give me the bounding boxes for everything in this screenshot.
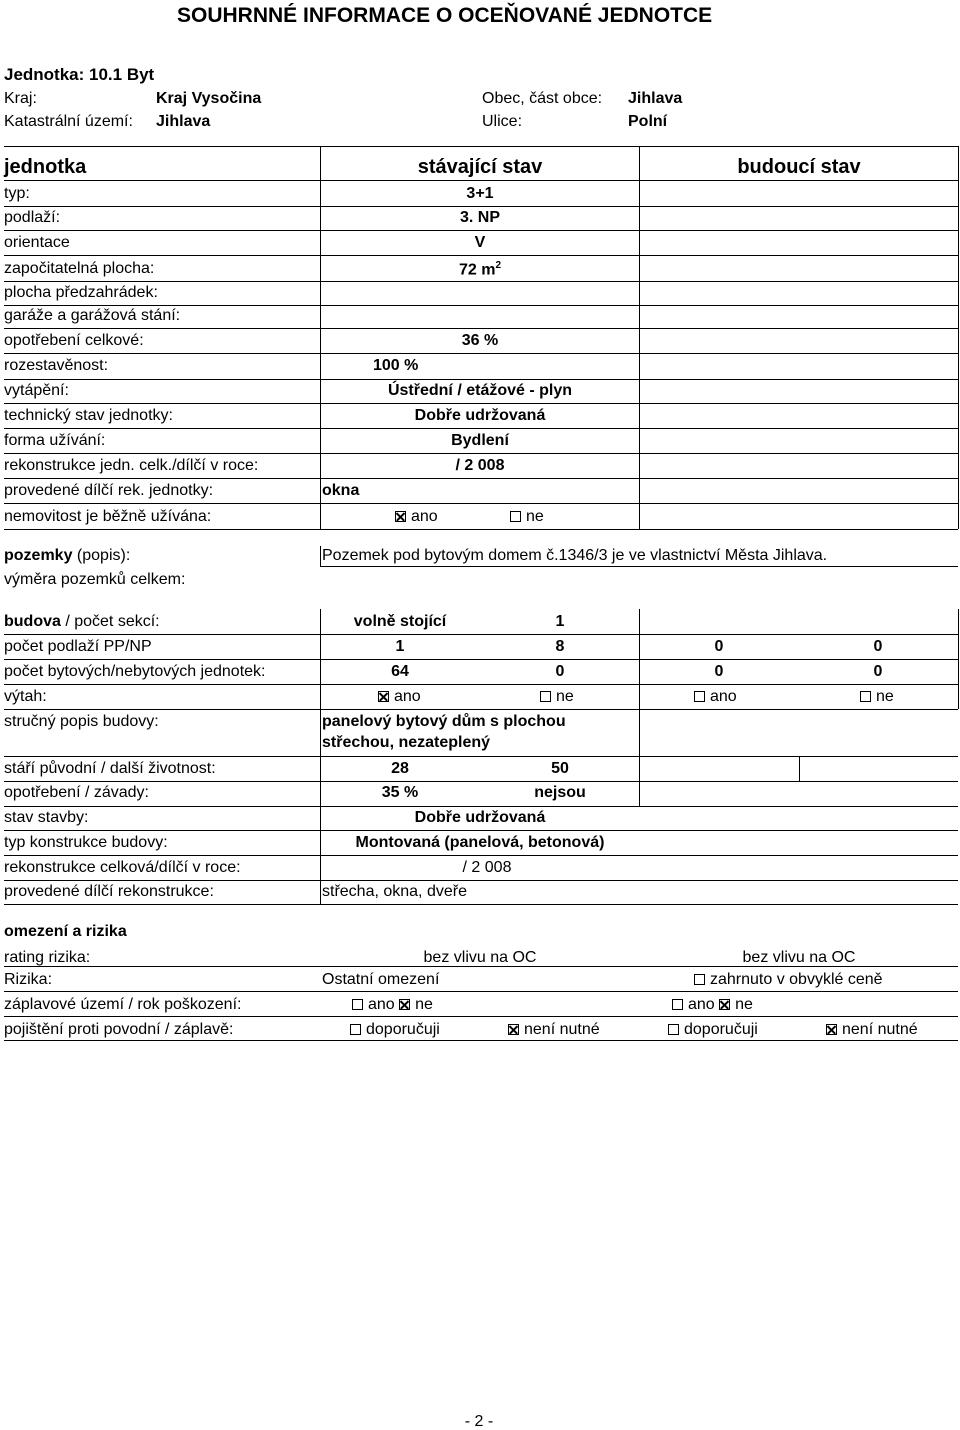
zahrnuto-label: zahrnuto v obvyklé ceně <box>710 971 883 988</box>
vytah-ne-future <box>860 689 894 705</box>
plocha-number: 72 m <box>458 261 496 279</box>
podlazi-pp-future: 0 <box>714 638 724 655</box>
uzivana-ano <box>395 509 438 525</box>
tech-stav-label: technický stav jednotky: <box>4 407 173 424</box>
empty-box-icon[interactable] <box>352 999 363 1010</box>
rule <box>4 806 958 807</box>
rating-future: bez vlivu na OC <box>742 949 856 966</box>
budova-sekce: 1 <box>555 613 565 630</box>
empty-box-icon[interactable] <box>694 691 705 702</box>
rule <box>4 255 958 256</box>
empty-box-icon[interactable] <box>860 691 871 702</box>
vytah-ano-future <box>694 689 737 705</box>
zaplavove-current <box>352 997 433 1013</box>
rule <box>4 684 958 685</box>
podlazi-pp-np-label: počet podlaží PP/NP <box>4 638 152 655</box>
ne-label: ne <box>526 508 544 525</box>
budova-provedene-value: střecha, okna, dveře <box>322 883 467 900</box>
podlazi-np: 8 <box>555 638 565 655</box>
ano-label: ano <box>368 996 395 1013</box>
katastralni-uzemi-value: Jihlava <box>156 113 211 130</box>
ne-label: ne <box>556 688 574 705</box>
konstrukce-value: Montovaná (panelová, betonová) <box>355 834 605 851</box>
opotrebeni-budovy: 35 % <box>381 784 419 801</box>
rating-current: bez vlivu na OC <box>423 949 537 966</box>
provedene-value: okna <box>322 482 360 499</box>
podlazi-label: podlaží: <box>4 209 61 226</box>
ano-label: ano <box>394 688 421 705</box>
popis-line1: panelový bytový dům s plochou <box>322 713 566 730</box>
page-number: - 2 - <box>464 1413 494 1430</box>
empty-box-icon[interactable] <box>668 1024 679 1035</box>
jednotky-byt-future: 0 <box>714 663 724 680</box>
doporucuji-label: doporučuji <box>684 1021 758 1038</box>
rule <box>4 230 958 231</box>
budova-label <box>4 614 160 630</box>
page-title: SOUHRNNÉ INFORMACE O OCEŇOVANÉ JEDNOTCE <box>177 4 713 27</box>
opotrebeni-label: opotřebení celkové: <box>4 332 144 349</box>
rule <box>4 966 958 967</box>
rule <box>4 529 958 530</box>
kraj-label: Kraj: <box>4 90 37 107</box>
rekonstrukce-label: rekonstrukce jedn. celk./dílčí v roce: <box>4 457 259 474</box>
checked-box-icon[interactable] <box>378 691 389 702</box>
column-divider <box>320 546 321 567</box>
ne-label: ne <box>876 688 894 705</box>
checked-box-icon[interactable] <box>719 999 730 1010</box>
budova-bold: budova <box>4 613 61 630</box>
zivotnost-value: 50 <box>551 760 569 777</box>
vytapeni-label: vytápění: <box>4 382 69 399</box>
col-future-header: budoucí stav <box>737 156 861 178</box>
pojisteni-doporucuji <box>350 1022 440 1038</box>
ano-label: ano <box>688 996 715 1013</box>
rule <box>4 379 958 380</box>
column-divider <box>639 609 640 709</box>
plocha-label: započitatelná plocha: <box>4 260 155 277</box>
rizika-label: Rizika: <box>4 971 53 988</box>
empty-box-icon[interactable] <box>510 511 521 522</box>
rekonstrukce-value: / 2 008 <box>455 457 505 474</box>
column-divider <box>639 146 640 529</box>
checked-box-icon[interactable] <box>508 1024 519 1035</box>
budova-rekonstrukce-value: / 2 008 <box>462 859 512 876</box>
column-divider <box>320 146 321 529</box>
rizika-current: Ostatní omezení <box>322 971 440 988</box>
rule <box>4 880 958 881</box>
ano-label: ano <box>710 688 737 705</box>
pozemky-value: Pozemek pod bytovým domem č.1346/3 je ve vlastnictví Města Jihlava. <box>322 547 828 564</box>
forma-label: forma užívání: <box>4 432 106 449</box>
plocha-value <box>459 261 501 278</box>
rule <box>4 305 958 306</box>
uzivana-ne <box>510 509 544 525</box>
rating-label: rating rizika: <box>4 949 91 966</box>
stari-label: stáří původní / další životnost: <box>4 760 216 777</box>
pozemky-bold: pozemky <box>4 547 73 564</box>
rizika-future <box>694 972 883 988</box>
empty-box-icon[interactable] <box>350 1024 361 1035</box>
empty-box-icon[interactable] <box>694 974 705 985</box>
tech-stav-value: Dobře udržovaná <box>414 407 546 424</box>
rule <box>4 503 958 504</box>
rule <box>4 830 958 831</box>
zaplavove-label: záplavové území / rok poškození: <box>4 996 242 1013</box>
rule <box>4 146 958 147</box>
opotrebeni-value: 36 % <box>461 332 499 349</box>
budova-rest: / počet sekcí: <box>60 613 160 630</box>
pojisteni-doporucuji-future <box>668 1022 758 1038</box>
column-divider <box>320 609 321 904</box>
vytah-ne <box>540 689 574 705</box>
vytah-label: výtah: <box>4 688 47 705</box>
konstrukce-label: typ konstrukce budovy: <box>4 834 168 851</box>
budova-provedene-label: provedené dílčí rekonstrukce: <box>4 883 214 900</box>
kraj-value: Kraj Vysočina <box>156 90 262 107</box>
typ-value: 3+1 <box>466 185 494 202</box>
budova-rekonstrukce-label: rekonstrukce celková/dílčí v roce: <box>4 859 241 876</box>
obec-value: Jihlava <box>628 90 683 107</box>
stav-stavby-value: Dobře udržovaná <box>414 809 546 826</box>
zaplavove-future <box>672 997 753 1013</box>
jednotky-byt: 64 <box>391 663 409 680</box>
katastralni-uzemi-label: Katastrální území: <box>4 113 133 130</box>
rule <box>4 353 958 354</box>
jednotka-header: jednotka <box>4 156 87 178</box>
jednotky-nebyt-future: 0 <box>873 663 883 680</box>
empty-box-icon[interactable] <box>540 691 551 702</box>
predzahradky-label: plocha předzahrádek: <box>4 284 158 301</box>
ulice-value: Polní <box>628 113 668 130</box>
budova-typ: volně stojící <box>353 613 447 630</box>
rule <box>4 756 958 757</box>
pojisteni-label: pojištění proti povodní / záplavě: <box>4 1021 234 1038</box>
checked-box-icon[interactable] <box>399 999 410 1010</box>
column-divider <box>958 146 959 529</box>
rule <box>4 1016 958 1017</box>
vytapeni-value: Ústřední / etážové - plyn <box>387 382 573 399</box>
rule <box>4 709 958 710</box>
orientace-value: V <box>474 234 486 251</box>
podlazi-np-future: 0 <box>873 638 883 655</box>
stav-stavby-label: stav stavby: <box>4 809 89 826</box>
rule <box>4 855 958 856</box>
garaze-label: garáže a garážová stání: <box>4 307 181 324</box>
popis-label: stručný popis budovy: <box>4 713 159 730</box>
plocha-exponent: 2 <box>495 260 502 271</box>
vytah-ano <box>378 689 421 705</box>
jednotky-label: počet bytových/nebytových jednotek: <box>4 663 266 680</box>
rule <box>4 781 958 782</box>
rule <box>4 428 958 429</box>
pozemky-label <box>4 548 130 564</box>
rule <box>4 180 958 181</box>
ulice-label: Ulice: <box>482 113 523 130</box>
column-divider <box>639 709 640 756</box>
rule <box>4 403 958 404</box>
rule <box>4 206 958 207</box>
rule <box>4 991 958 992</box>
stari-value: 28 <box>391 760 409 777</box>
forma-value: Bydlení <box>451 432 509 449</box>
empty-box-icon[interactable] <box>672 999 683 1010</box>
rule <box>4 478 958 479</box>
rozestavenost-value: 100 % <box>373 357 419 374</box>
neni-nutne-label: není nutné <box>842 1021 918 1038</box>
rule <box>4 659 958 660</box>
opotrebeni-zavady-label: opotřebení / závady: <box>4 784 149 801</box>
zavady-value: nejsou <box>534 784 586 801</box>
rule <box>4 634 958 635</box>
pojisteni-neni-nutne <box>508 1022 600 1038</box>
checked-box-icon[interactable] <box>395 511 406 522</box>
typ-label: typ: <box>4 185 30 202</box>
podlazi-value: 3. NP <box>459 209 501 226</box>
jednotky-nebyt: 0 <box>555 663 565 680</box>
unit-heading: Jednotka: 10.1 Byt <box>4 65 155 84</box>
rule <box>320 566 958 567</box>
column-divider <box>799 756 800 781</box>
doporucuji-label: doporučuji <box>366 1021 440 1038</box>
rule <box>4 1040 958 1041</box>
neni-nutne-label: není nutné <box>524 1021 600 1038</box>
orientace-label: orientace <box>4 234 70 251</box>
ne-label: ne <box>415 996 433 1013</box>
pozemky-rest: (popis): <box>72 547 131 564</box>
rule <box>4 904 958 905</box>
vymera-label: výměra pozemků celkem: <box>4 571 186 588</box>
column-divider <box>958 609 959 709</box>
rule <box>4 453 958 454</box>
uzivana-label: nemovitost je běžně užívána: <box>4 508 212 525</box>
column-divider <box>639 756 640 806</box>
pojisteni-neni-nutne-future <box>826 1022 918 1038</box>
provedene-label: provedené dílčí rek. jednotky: <box>4 482 214 499</box>
rule <box>4 281 958 282</box>
popis-line2: střechou, nezateplený <box>322 734 491 751</box>
checked-box-icon[interactable] <box>826 1024 837 1035</box>
podlazi-pp: 1 <box>395 638 405 655</box>
obec-label: Obec, část obce: <box>482 90 603 107</box>
ne-label: ne <box>735 996 753 1013</box>
rizika-heading: omezení a rizika <box>4 923 127 940</box>
ano-label: ano <box>411 508 438 525</box>
col-current-header: stávající stav <box>417 156 543 178</box>
rozestavenost-label: rozestavěnost: <box>4 357 109 374</box>
rule <box>4 328 958 329</box>
